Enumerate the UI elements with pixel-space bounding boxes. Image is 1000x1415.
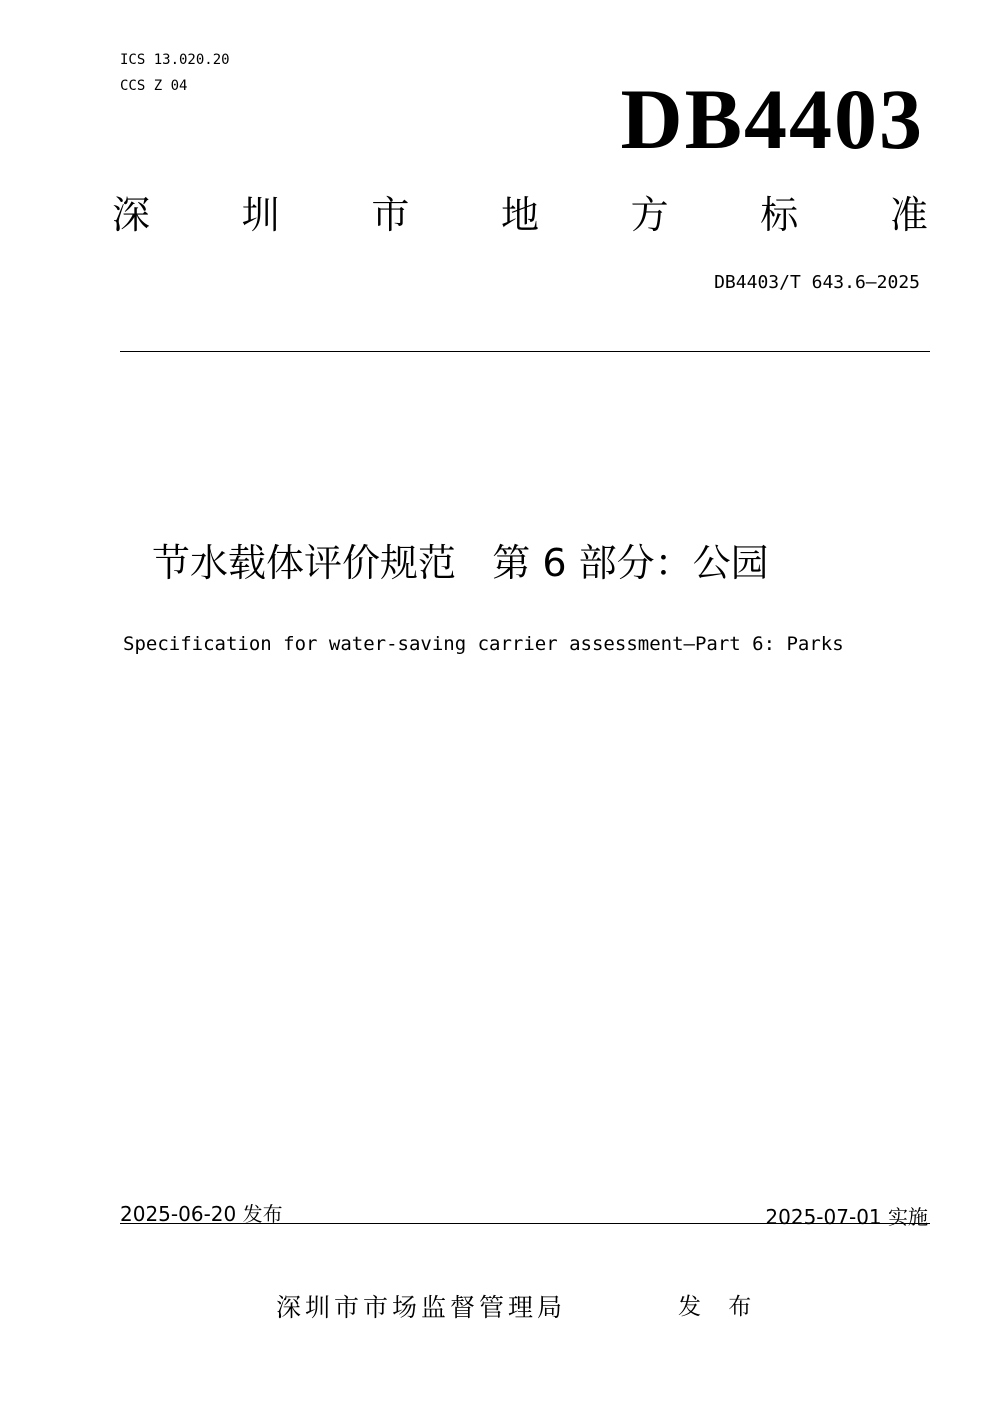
standard-type-char: 标 (760, 193, 799, 237)
ics-code: ICS 13.020.20 (120, 52, 230, 68)
publication-date: 2025-06-20 发布 (120, 1202, 283, 1226)
standard-type-char: 圳 (241, 193, 280, 237)
issue-label: 发 布 (678, 1294, 762, 1320)
standard-code: DB4403 (620, 71, 924, 167)
standard-number: DB4403/T 643.6—2025 (714, 272, 920, 293)
issuing-authority: 深圳市市场监督管理局 (276, 1293, 567, 1322)
english-title: Specification for water-saving carrier assessment—Part 6: Parks (123, 633, 844, 655)
standard-type-title (112, 193, 928, 237)
implementation-date: 2025-07-01 实施 (765, 1205, 928, 1229)
footer-divider (120, 1223, 930, 1224)
standard-type-char: 市 (371, 193, 410, 237)
standard-type-char: 方 (630, 193, 669, 237)
standard-type-char: 准 (889, 193, 928, 237)
ccs-code: CCS Z 04 (120, 78, 188, 94)
chinese-title: 节水载体评价规范 第 6 部分：公园 (152, 541, 769, 585)
header-divider (120, 351, 930, 352)
standard-type-char: 深 (112, 193, 151, 237)
standard-type-char: 地 (500, 193, 539, 237)
